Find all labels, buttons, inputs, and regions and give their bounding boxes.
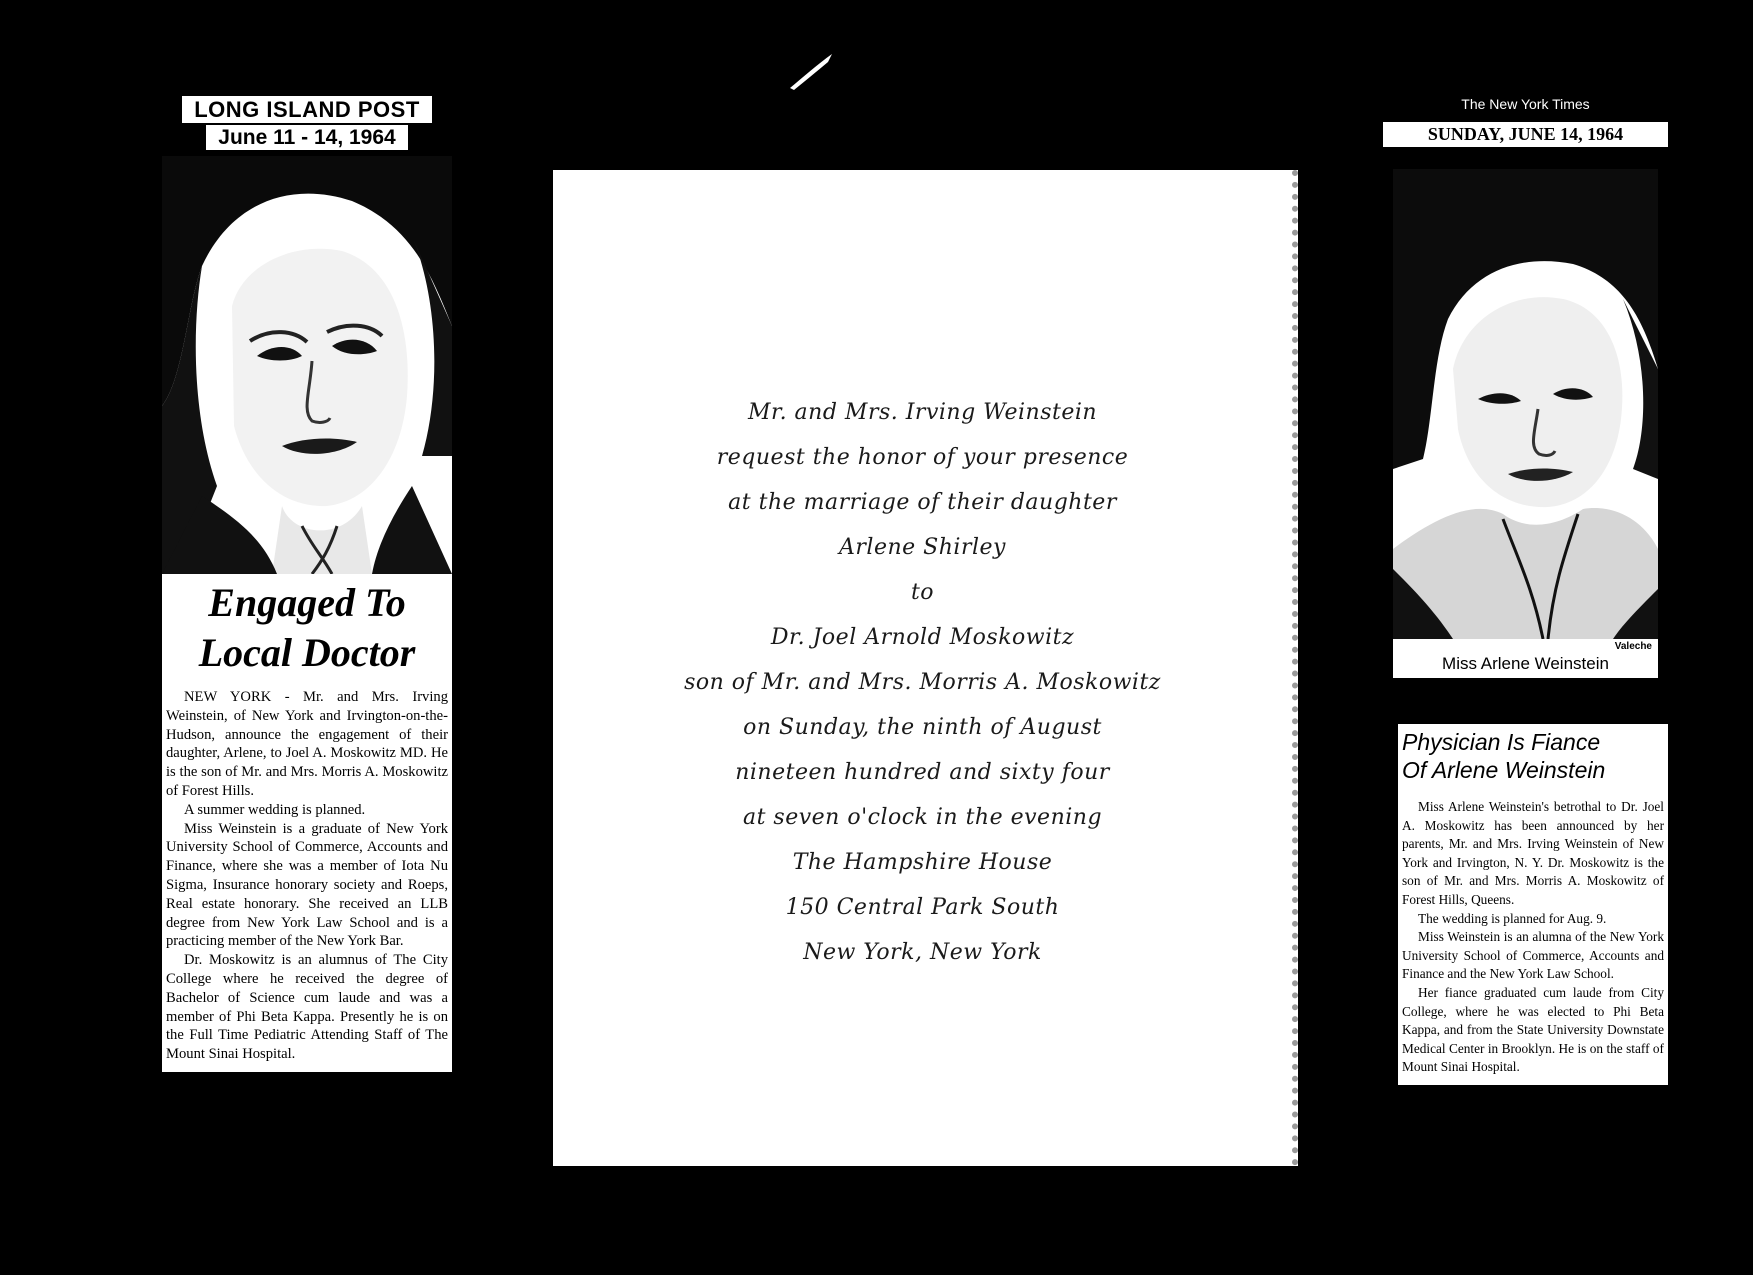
left-newspaper-clipping — [162, 96, 452, 1072]
wedding-invitation-card — [553, 170, 1298, 1166]
right-photo-clipping — [1383, 96, 1668, 678]
right-publication-date: SUNDAY, JUNE 14, 1964 — [1383, 122, 1668, 147]
left-publication-name: LONG ISLAND POST — [182, 96, 432, 123]
left-portrait-photo — [162, 156, 452, 574]
invitation-line: request the honor of your presence — [716, 445, 1129, 470]
invitation-line: The Hampshire House — [792, 850, 1053, 875]
pen-mark-icon — [788, 52, 836, 92]
left-paragraph: Dr. Moskowitz is an alumnus of The City College where he received the degree of Bachelor of Science cum laude and was a member of Phi Beta Kappa. Presently he is on the Full Time Pediatric Attending Staff of The Mount Sinai Hospital. — [166, 952, 448, 1063]
right-article-clipping — [1398, 724, 1668, 1085]
left-headline — [166, 578, 448, 678]
right-publication-name: The New York Times — [1461, 96, 1590, 112]
left-masthead — [162, 96, 452, 150]
invitation-line: to — [910, 580, 935, 605]
left-paragraph: NEW YORK - Mr. and Mrs. Irving Weinstein, of New York and Irvington-on-the-Hudson, announce the engagement of their daughter, Arlene, to Joel A. Moskowitz MD. He is the son of Mr. and Mrs. Morris A. Moskowitz of Forest Hills. — [166, 689, 448, 799]
right-article-body — [1402, 798, 1664, 1077]
right-paragraph: The wedding is planned for Aug. 9. — [1418, 910, 1607, 926]
left-article-body — [166, 688, 448, 1064]
invitation-line: New York, New York — [803, 940, 1042, 965]
left-article — [162, 574, 452, 1072]
right-paragraph: Her fiance graduated cum laude from City College, where he was elected to Phi Beta Kappa, and from the State University Downstate Medical Center in Brooklyn. He is on the staff of Mount Sinai Hospital. — [1402, 984, 1664, 1075]
left-paragraph: A summer wedding is planned. — [184, 801, 366, 818]
right-headline-line-2: Of Arlene Weinstein — [1402, 757, 1606, 783]
left-paragraph: Miss Weinstein is a graduate of New York University School of Commerce, Accounts and Finance, where she was a member of Iota Nu Sigma, Insurance honorary society and Roeps, Real estate honorary. She received an LLB degree from New York Law School and is a practicing member of the New York Bar. — [166, 820, 448, 950]
invitation-line: Mr. and Mrs. Irving Weinstein — [747, 400, 1098, 425]
invitation-line: nineteen hundred and sixty four — [735, 760, 1110, 785]
invitation-line: Arlene Shirley — [839, 535, 1006, 560]
right-headline — [1402, 728, 1664, 784]
photo-caption: Miss Arlene Weinstein — [1442, 654, 1609, 673]
invitation-line: at the marriage of their daughter — [728, 490, 1117, 515]
invitation-line: at seven o'clock in the evening — [742, 805, 1103, 830]
left-publication-date: June 11 - 14, 1964 — [206, 125, 408, 150]
right-photo-caption-block — [1393, 639, 1658, 678]
right-paragraph: Miss Arlene Weinstein's betrothal to Dr. Joel A. Moskowitz has been announced by her parents, Mr. and Mrs. Irving Weinstein of New York and Irvington, N. Y. Dr. Moskowitz is the son of Mr. and Mrs. Morris A. Moskowitz of Forest Hills, Queens. — [1402, 799, 1664, 907]
photo-credit: Valeche — [1614, 641, 1652, 652]
invitation-line: son of Mr. and Mrs. Morris A. Moskowitz — [684, 670, 1161, 695]
invitation-line: 150 Central Park South — [785, 895, 1060, 920]
right-portrait-photo — [1393, 169, 1658, 639]
right-paragraph: Miss Weinstein is an alumna of the New York University School of Commerce, Accounts and Finance and the New York Law School. — [1402, 929, 1664, 982]
left-headline-line-2: Local Doctor — [198, 630, 416, 675]
invitation-text — [553, 390, 1292, 975]
invitation-line: Dr. Joel Arnold Moskowitz — [770, 625, 1075, 650]
right-headline-line-1: Physician Is Fiance — [1402, 729, 1601, 755]
left-headline-line-1: Engaged To — [208, 580, 406, 625]
invitation-line: on Sunday, the ninth of August — [743, 715, 1102, 740]
